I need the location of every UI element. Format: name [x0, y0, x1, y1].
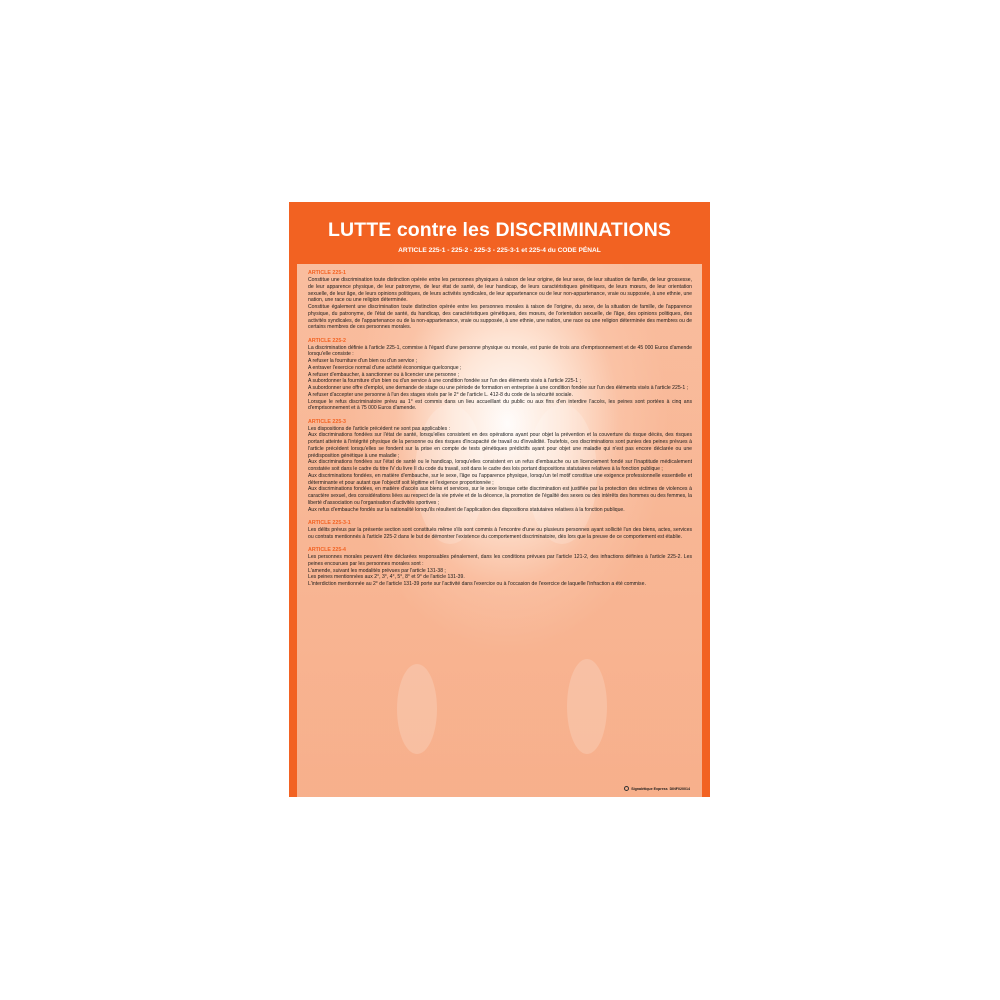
article-paragraph: Constitue également une discrimination toute distinction opérée entre les personnes morales à raison de l'origine, du sexe, de la situation de famille, de l'apparence physique, du patronyme, de l'état de santé, du handicap, des caractéristiques génétiques, des mœurs, de l'orientation sexuelle, de l'âge, des opinions politiques, des activités syndicales, de l'appartenance ou de la non-appartenance, vraie ou supposée, à une ethnie, une nation, une race ou une religion déterminée des membres ou de certains membres de ces personnes morales. [308, 304, 692, 331]
article-paragraph: Aux refus d'embauche fondés sur la nationalité lorsqu'ils résultent de l'application des dispositions statutaires relatives à la fonction publique. [308, 506, 625, 513]
article-heading: ARTICLE 225-2 [308, 337, 346, 344]
article-heading: ARTICLE 225-1 [308, 270, 346, 276]
article-paragraph: A subordonner une offre d'emploi, une demande de stage ou une période de formation en entreprise à une condition fondée sur l'un des éléments visés à l'article 225-1 ; [308, 385, 689, 392]
article-paragraph: A refuser la fourniture d'un bien ou d'un service ; [308, 358, 417, 365]
article-heading: ARTICLE 225-3-1 [308, 520, 351, 527]
articles-content [308, 270, 692, 594]
article-paragraph: Lorsque le refus discriminatoire prévu au 1° est commis dans un lieu accueillant du public ou aux fins d'en interdire l'accès, les peines sont portées à cinq ans d'emprisonnement et à 75 000 Euros d'amende. [308, 398, 692, 412]
article-heading: ARTICLE 225-3 [308, 418, 346, 425]
article-heading: ARTICLE 225-4 [308, 547, 346, 554]
article-paragraph: Les peines mentionnées aux 2°, 3°, 4°, 5°, 8° et 9° de l'article 131-39. [308, 574, 465, 581]
footer-code: DINF020014 [669, 786, 690, 791]
decorative-figure-icon [567, 659, 607, 754]
brand-logo-icon [624, 786, 629, 791]
poster [289, 202, 710, 797]
article-paragraph: Aux discriminations fondées sur l'état de santé, lorsqu'elles consistent en des opérations ayant pour objet la prévention et la couverture du risque décès, des risques portant atteinte à l'intégrité physique de la personne ou des risques d'incapacité de travail ou d'invalidité. Toutefois, ces discriminations sont punies des peines prévues à l'article précédent lorsqu'elles se fondent sur la prise en compte de tests génétiques prédictifs ayant pour objet une maladie qui n'est pas encore déclarée ou une prédisposition génétique à une maladie ; [308, 432, 692, 459]
article-paragraph: A subordonner la fourniture d'un bien ou d'un service à une condition fondée sur l'un des éléments visés à l'article 225-1 ; [308, 378, 581, 385]
poster-subtitle: ARTICLE 225-1 - 225-2 - 225-3 - 225-3-1 et 225-4 du CODE PÉNAL [398, 247, 601, 254]
article-paragraph: Les dispositions de l'article précédent ne sont pas applicables : [308, 425, 450, 432]
article-paragraph: Aux discriminations fondées, en matière d'accès aux biens et services, sur le sexe lorsque cette discrimination est justifiée par la protection des victimes de violences à caractère sexuel, des considérations liées au respect de la vie privée et de la décence, la promotion de l'égalité des sexes ou des intérêts des hommes ou des femmes, la liberté d'association ou l'organisation d'activités sportives ; [308, 486, 692, 506]
article-paragraph: A entraver l'exercice normal d'une activité économique quelconque ; [308, 364, 462, 371]
poster-title: LUTTE contre les DISCRIMINATIONS [327, 219, 672, 241]
article-paragraph: Aux discriminations fondées, en matière d'embauche, sur le sexe, l'âge ou l'apparence physique, lorsqu'un tel motif constitue une exigence professionnelle essentielle et déterminante et pour autant que l'objectif soit légitime et l'exigence proportionnée ; [308, 472, 692, 486]
content-panel [297, 264, 702, 797]
article-paragraph: A refuser d'accepter une personne à l'un des stages visés par le 2° de l'article L. 412-8 du code de la sécurité sociale. [308, 391, 573, 398]
article-section [308, 419, 692, 514]
article-section [308, 270, 692, 331]
article-paragraph: Constitue une discrimination toute distinction opérée entre les personnes physiques à raison de leur origine, de leur sexe, de leur situation de famille, de leur grossesse, de leur apparence physique, de leur patronyme, de leur état de santé, de leur handicap, de leurs caractéristiques génétiques, de leurs mœurs, de leur orientation sexuelle, de leur âge, de leurs opinions politiques, de leurs activités syndicales, de leur appartenance ou de leur non-appartenance, vraie ou supposée, à une ethnie, une nation, une race ou une religion déterminée. [308, 277, 692, 304]
article-paragraph: A refuser d'embaucher, à sanctionner ou à licencier une personne ; [308, 371, 460, 378]
decorative-figure-icon [397, 664, 437, 754]
footer-brand: Signalétique Express [631, 786, 668, 791]
article-paragraph: Les délits prévus par la présente section sont constitués même s'ils sont commis à l'encontre d'une ou plusieurs personnes ayant sollicité l'un des biens, actes, services ou contrats mentionnés à l'article 225-2 dans le but de démontrer l'existence du comportement discriminatoire, dès lors que la preuve de ce comportement est établie. [308, 527, 692, 540]
article-paragraph: L'amende, suivant les modalités prévues par l'article 131-38 ; [308, 567, 446, 574]
article-section [308, 520, 692, 541]
article-paragraph: Les personnes morales peuvent être déclarées responsables pénalement, dans les conditions prévues par l'article 121-2, des infractions définies à l'article 225-2. Les peines encourues par les personnes morales sont : [308, 554, 692, 567]
article-paragraph: L'interdiction mentionnée au 2° de l'article 131-39 porte sur l'activité dans l'exercice ou à l'occasion de l'exercice de laquelle l'infraction a été commise. [308, 581, 646, 588]
article-paragraph: Aux discriminations fondées sur l'état de santé ou le handicap, lorsqu'elles consistent en un refus d'embauche ou un licenciement fondé sur l'inaptitude médicalement constatée soit dans le cadre du titre IV du livre II du code du travail, soit dans le cadre des lois portant dispositions statutaires relatives à la fonction publique ; [308, 459, 692, 473]
article-section [308, 547, 692, 588]
footer [624, 786, 690, 791]
article-section [308, 338, 692, 413]
article-paragraph: La discrimination définie à l'article 225-1, commise à l'égard d'une personne physique ou morale, est punie de trois ans d'emprisonnement et de 45 000 Euros d'amende lorsqu'elle consiste : [308, 344, 692, 358]
